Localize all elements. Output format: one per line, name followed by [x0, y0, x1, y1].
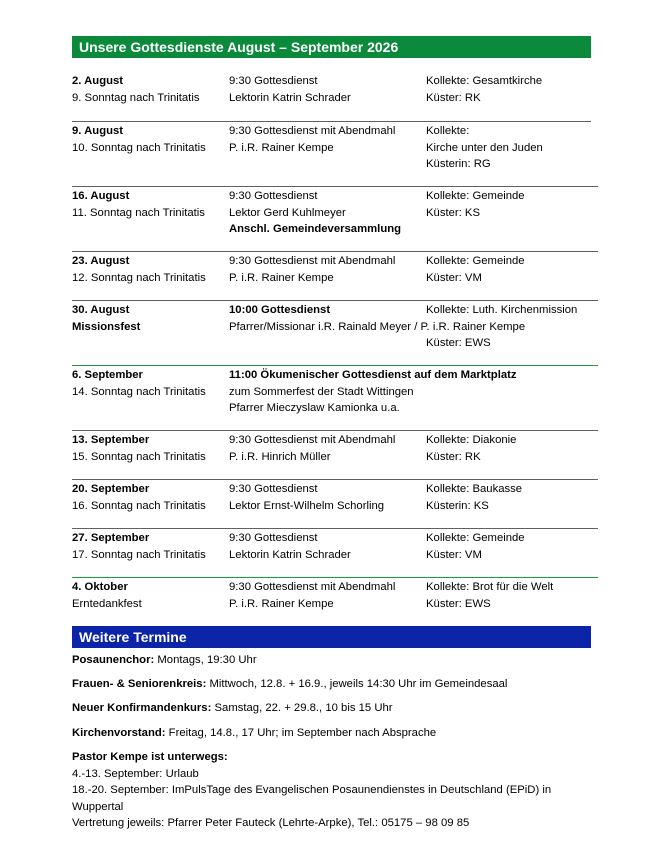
service-leader: P. i.R. Hinrich Müller — [229, 450, 331, 463]
service-leader: Lektorin Katrin Schrader — [229, 548, 351, 561]
event-text: Mittwoch, 12.8. + 16.9., jeweils 14:30 Uhr im Gemeindesaal — [206, 678, 508, 690]
service-time: 9:30 Gottesdienst — [229, 190, 318, 202]
service-leader: Lektorin Katrin Schrader — [229, 91, 351, 104]
service-sunday: Missionsfest — [72, 320, 141, 333]
service-collection-detail: Kirche unter den Juden — [426, 141, 543, 154]
divider — [72, 479, 598, 480]
divider — [72, 430, 598, 431]
service-collection: Kollekte: Gesamtkirche — [426, 75, 543, 87]
service-sunday: 17. Sonntag nach Trinitatis — [72, 548, 206, 561]
service-sexton: Küster: VM — [426, 548, 482, 561]
service-date: 2. August — [72, 75, 124, 87]
event-label: Posaunenchor: — [72, 654, 155, 666]
service-leader: Pfarrer/Missionar i.R. Rainald Meyer / P. i.R. Rainer Kempe — [229, 320, 526, 333]
service-sunday: 11. Sonntag nach Trinitatis — [72, 206, 205, 219]
event-item — [72, 700, 602, 717]
pastor-absence-line: 18.-20. September: ImPulsTage des Evangelischen Posaunendienstes in Deutschland (EPiD) in — [72, 784, 552, 796]
service-date: 4. Oktober — [72, 581, 128, 593]
service-leader: P. i.R. Rainer Kempe — [229, 141, 334, 154]
pastor-absence-label: Pastor Kempe ist unterwegs: — [72, 751, 228, 763]
divider — [72, 528, 598, 529]
event-item — [72, 725, 602, 742]
service-time: 11:00 Ökumenischer Gottesdienst auf dem Marktplatz — [229, 369, 517, 381]
service-sexton: Küster: RK — [426, 91, 481, 104]
service-date: 9. August — [72, 125, 124, 137]
service-collection: Kollekte: Gemeinde — [426, 255, 525, 267]
service-date: 13. September — [72, 434, 150, 446]
service-date: 23. August — [72, 255, 130, 267]
pastor-absence-line: Vertretung jeweils: Pfarrer Peter Fauteck (Lehrte-Arpke), Tel.: 05175 – 98 09 85 — [72, 817, 470, 829]
divider — [72, 300, 598, 301]
more-events-heading: Weitere Termine — [72, 626, 591, 648]
event-item — [72, 676, 602, 693]
service-entry — [72, 479, 598, 514]
service-entry — [72, 251, 598, 286]
service-time: 9:30 Gottesdienst mit Abendmahl — [229, 434, 396, 446]
service-sunday: 16. Sonntag nach Trinitatis — [72, 499, 206, 512]
service-leader: Lektor Ernst-Wilhelm Schorling — [229, 499, 385, 512]
service-sexton: Küsterin: KS — [426, 499, 489, 512]
pastor-absence-line: Wuppertal — [72, 800, 124, 813]
event-text: Montags, 19:30 Uhr — [154, 654, 257, 666]
service-collection: Kollekte: Diakonie — [426, 434, 517, 446]
service-entry — [72, 73, 598, 106]
service-leader: Lektor Gerd Kuhlmeyer — [229, 206, 346, 219]
service-entry — [72, 186, 598, 238]
service-time: 9:30 Gottesdienst — [229, 75, 318, 87]
service-time: 10:00 Gottesdienst — [229, 304, 331, 316]
service-entry — [72, 121, 598, 173]
service-date: 16. August — [72, 190, 130, 202]
service-sunday: 14. Sonntag nach Trinitatis — [72, 385, 206, 398]
service-entry — [72, 577, 598, 612]
divider — [72, 121, 591, 122]
service-sunday: Erntedankfest — [72, 597, 142, 610]
service-time: 9:30 Gottesdienst mit Abendmahl — [229, 255, 396, 267]
service-time: 9:30 Gottesdienst mit Abendmahl — [229, 125, 396, 137]
service-sexton: Küster: RK — [426, 450, 481, 463]
event-label: Neuer Konfirmandenkurs: — [72, 702, 212, 714]
service-sunday: 9. Sonntag nach Trinitatis — [72, 91, 200, 104]
service-collection: Kollekte: — [426, 125, 470, 137]
service-sunday: 15. Sonntag nach Trinitatis — [72, 450, 206, 463]
services-heading: Unsere Gottesdienste August – September 2026 — [72, 36, 591, 58]
service-entry — [72, 528, 598, 563]
event-item — [72, 652, 602, 669]
service-sunday: 10. Sonntag nach Trinitatis — [72, 141, 206, 154]
event-label: Frauen- & Seniorenkreis: — [72, 678, 207, 690]
service-entry — [72, 430, 598, 465]
service-note: Anschl. Gemeindeversammlung — [229, 223, 402, 235]
service-date: 6. September — [72, 369, 143, 381]
service-time: 9:30 Gottesdienst — [229, 532, 318, 544]
service-collection: Kollekte: Gemeinde — [426, 190, 525, 202]
service-collection: Kollekte: Gemeinde — [426, 532, 525, 544]
service-sexton: Küster: KS — [426, 206, 480, 219]
service-time: 9:30 Gottesdienst mit Abendmahl — [229, 581, 396, 593]
event-text: Freitag, 14.8., 17 Uhr; im September nach Absprache — [165, 727, 437, 739]
service-sexton: Küster: EWS — [426, 337, 491, 349]
pastor-absence — [72, 749, 602, 832]
service-entry — [72, 300, 598, 352]
event-text: Samstag, 22. + 29.8., 10 bis 15 Uhr — [211, 702, 393, 714]
service-detail: zum Sommerfest der Stadt Wittingen — [229, 385, 414, 398]
service-collection: Kollekte: Baukasse — [426, 483, 523, 495]
service-date: 30. August — [72, 304, 130, 316]
service-sexton: Küster: VM — [426, 271, 482, 284]
service-leader: Pfarrer Mieczyslaw Kamionka u.a. — [229, 402, 400, 414]
service-collection: Kollekte: Luth. Kirchenmission — [426, 304, 578, 316]
service-collection: Kollekte: Brot für die Welt — [426, 581, 554, 593]
service-time: 9:30 Gottesdienst — [229, 483, 318, 495]
service-date: 27. September — [72, 532, 150, 544]
service-leader: P. i.R. Rainer Kempe — [229, 597, 334, 610]
service-sexton: Küsterin: RG — [426, 158, 491, 170]
service-leader: P. i.R. Rainer Kempe — [229, 271, 334, 284]
service-sunday: 12. Sonntag nach Trinitatis — [72, 271, 206, 284]
pastor-absence-line: 4.-13. September: Urlaub — [72, 767, 199, 780]
divider — [72, 577, 598, 578]
divider — [72, 186, 598, 187]
service-sexton: Küster: EWS — [426, 597, 491, 610]
divider — [72, 251, 598, 252]
divider — [72, 365, 598, 366]
service-date: 20. September — [72, 483, 150, 495]
event-label: Kirchenvorstand: — [72, 727, 166, 739]
service-entry — [72, 365, 598, 417]
